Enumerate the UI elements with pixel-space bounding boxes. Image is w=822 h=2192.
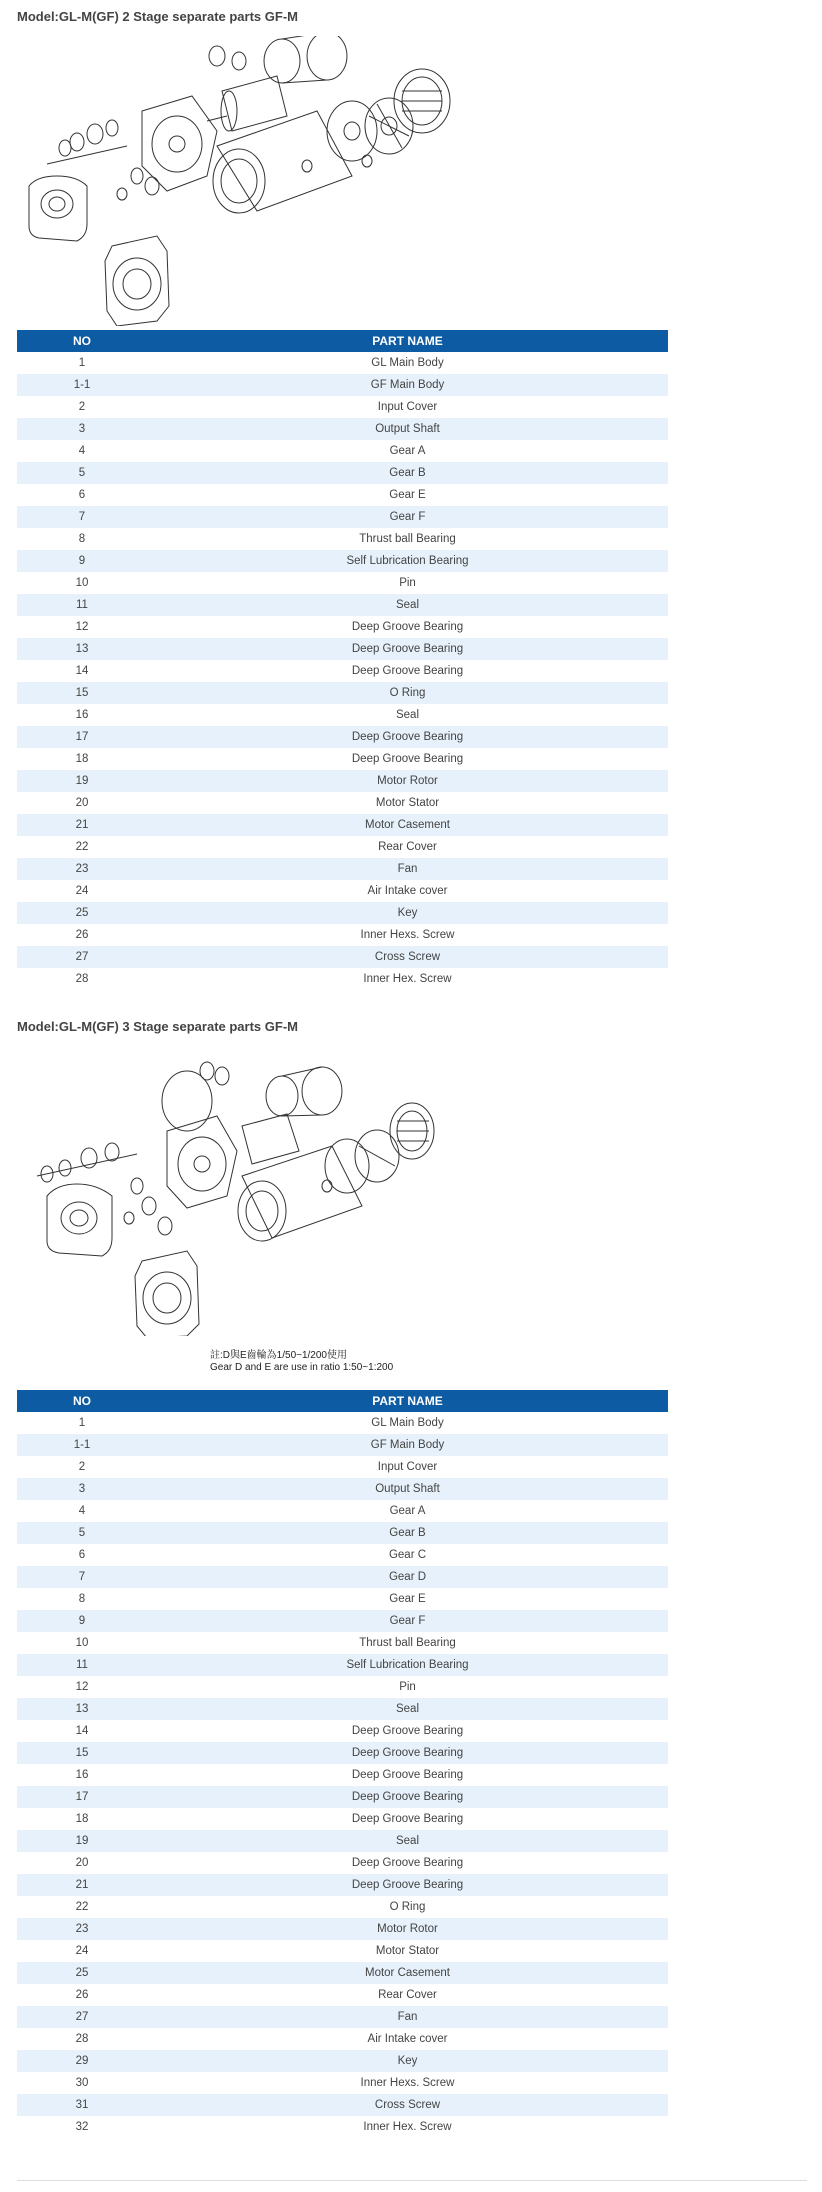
- table-header-row: [17, 1390, 668, 1412]
- table-row: [17, 1588, 668, 1610]
- part-number: 32: [17, 2116, 147, 2138]
- table-row: [17, 572, 668, 594]
- part-name: GL Main Body: [147, 352, 668, 374]
- table-row: [17, 748, 668, 770]
- table-row: [17, 924, 668, 946]
- table-row: [17, 1566, 668, 1588]
- table-row: [17, 638, 668, 660]
- part-number: 27: [17, 946, 147, 968]
- part-number: 15: [17, 1742, 147, 1764]
- part-number: 19: [17, 770, 147, 792]
- table-row: [17, 550, 668, 572]
- table-row: [17, 1478, 668, 1500]
- table-row: [17, 902, 668, 924]
- part-name: Seal: [147, 704, 668, 726]
- part-number: 5: [17, 462, 147, 484]
- part-number: 14: [17, 660, 147, 682]
- part-number: 13: [17, 638, 147, 660]
- part-number: 4: [17, 1500, 147, 1522]
- part-number: 10: [17, 572, 147, 594]
- part-name: GF Main Body: [147, 374, 668, 396]
- table-row: [17, 2094, 668, 2116]
- table-row: [17, 968, 668, 990]
- table-row: [17, 1698, 668, 1720]
- part-name: Gear E: [147, 484, 668, 506]
- part-number: 27: [17, 2006, 147, 2028]
- table-row: [17, 1962, 668, 1984]
- part-number: 8: [17, 1588, 147, 1610]
- part-number: 17: [17, 726, 147, 748]
- part-number: 21: [17, 1874, 147, 1896]
- part-name: Deep Groove Bearing: [147, 1852, 668, 1874]
- part-number: 1-1: [17, 374, 147, 396]
- table-row: [17, 1522, 668, 1544]
- part-name: Pin: [147, 1676, 668, 1698]
- table-row: [17, 1412, 668, 1434]
- part-name: Seal: [147, 1830, 668, 1852]
- table-row: [17, 880, 668, 902]
- part-number: 2: [17, 396, 147, 418]
- table-row: [17, 836, 668, 858]
- part-name: Input Cover: [147, 1456, 668, 1478]
- part-number: 28: [17, 2028, 147, 2050]
- part-number: 17: [17, 1786, 147, 1808]
- part-name: Output Shaft: [147, 1478, 668, 1500]
- part-name: Gear B: [147, 462, 668, 484]
- table-row: [17, 616, 668, 638]
- part-number: 11: [17, 1654, 147, 1676]
- table-row: [17, 440, 668, 462]
- part-name: Motor Stator: [147, 792, 668, 814]
- part-number: 9: [17, 1610, 147, 1632]
- parts-table-3-stage: [17, 1390, 668, 2138]
- table-row: [17, 946, 668, 968]
- part-name: Deep Groove Bearing: [147, 726, 668, 748]
- table-row: [17, 374, 668, 396]
- section2-title: Model:GL-M(GF) 3 Stage separate parts GF-M: [17, 1019, 298, 1034]
- table-row: [17, 1918, 668, 1940]
- note-chinese: 註:D與E齒輪為1/50~1/200使用: [210, 1350, 347, 1361]
- part-number: 23: [17, 1918, 147, 1940]
- part-name: Motor Rotor: [147, 770, 668, 792]
- footer-divider: [17, 2180, 807, 2181]
- part-number: 22: [17, 836, 147, 858]
- part-name: Cross Screw: [147, 2094, 668, 2116]
- table-row: [17, 1808, 668, 1830]
- part-name: GL Main Body: [147, 1412, 668, 1434]
- part-name: Gear D: [147, 1566, 668, 1588]
- part-name: Rear Cover: [147, 836, 668, 858]
- column-header-part-name: PART NAME: [147, 330, 668, 352]
- part-name: Air Intake cover: [147, 880, 668, 902]
- part-name: Input Cover: [147, 396, 668, 418]
- part-number: 28: [17, 968, 147, 990]
- part-name: Pin: [147, 572, 668, 594]
- part-number: 20: [17, 1852, 147, 1874]
- table-row: [17, 1676, 668, 1698]
- part-name: Motor Rotor: [147, 1918, 668, 1940]
- table-row: [17, 1984, 668, 2006]
- part-name: Deep Groove Bearing: [147, 1808, 668, 1830]
- part-name: O Ring: [147, 682, 668, 704]
- table-row: [17, 2116, 668, 2138]
- part-name: Key: [147, 2050, 668, 2072]
- flange-illustration: [105, 236, 169, 326]
- table-row: [17, 660, 668, 682]
- part-number: 20: [17, 792, 147, 814]
- part-number: 19: [17, 1830, 147, 1852]
- table-row: [17, 792, 668, 814]
- part-name: Fan: [147, 2006, 668, 2028]
- part-number: 11: [17, 594, 147, 616]
- table-row: [17, 1654, 668, 1676]
- table-row: [17, 726, 668, 748]
- table-row: [17, 1874, 668, 1896]
- part-name: Inner Hexs. Screw: [147, 924, 668, 946]
- part-number: 4: [17, 440, 147, 462]
- note-english: Gear D and E are use in ratio 1:50~1:200: [210, 1362, 394, 1373]
- part-name: Inner Hex. Screw: [147, 968, 668, 990]
- part-number: 21: [17, 814, 147, 836]
- part-name: Inner Hex. Screw: [147, 2116, 668, 2138]
- part-number: 31: [17, 2094, 147, 2116]
- column-header-no: NO: [17, 330, 147, 352]
- part-name: Fan: [147, 858, 668, 880]
- gear-ratio-note: [210, 1350, 393, 1374]
- table-row: [17, 594, 668, 616]
- table-row: [17, 1456, 668, 1478]
- part-number: 6: [17, 484, 147, 506]
- part-name: Gear B: [147, 1522, 668, 1544]
- table-row: [17, 1830, 668, 1852]
- table-row: [17, 682, 668, 704]
- table-row: [17, 484, 668, 506]
- table-row: [17, 352, 668, 374]
- part-number: 30: [17, 2072, 147, 2094]
- part-number: 7: [17, 1566, 147, 1588]
- table-row: [17, 1764, 668, 1786]
- table-row: [17, 528, 668, 550]
- table-row: [17, 1544, 668, 1566]
- part-number: 3: [17, 418, 147, 440]
- table-row: [17, 1742, 668, 1764]
- part-name: Key: [147, 902, 668, 924]
- table-row: [17, 1500, 668, 1522]
- part-number: 18: [17, 748, 147, 770]
- table-row: [17, 858, 668, 880]
- part-name: Deep Groove Bearing: [147, 1720, 668, 1742]
- part-number: 22: [17, 1896, 147, 1918]
- part-number: 24: [17, 1940, 147, 1962]
- part-name: Deep Groove Bearing: [147, 1786, 668, 1808]
- column-header-no: NO: [17, 1390, 147, 1412]
- part-name: Deep Groove Bearing: [147, 1874, 668, 1896]
- part-number: 7: [17, 506, 147, 528]
- part-number: 29: [17, 2050, 147, 2072]
- part-name: Motor Stator: [147, 1940, 668, 1962]
- table-row: [17, 462, 668, 484]
- part-name: Deep Groove Bearing: [147, 660, 668, 682]
- part-number: 1: [17, 352, 147, 374]
- part-number: 16: [17, 704, 147, 726]
- part-name: Self Lubrication Bearing: [147, 1654, 668, 1676]
- part-number: 25: [17, 902, 147, 924]
- part-number: 12: [17, 616, 147, 638]
- part-name: Motor Casement: [147, 1962, 668, 1984]
- part-number: 10: [17, 1632, 147, 1654]
- part-number: 3: [17, 1478, 147, 1500]
- part-name: Rear Cover: [147, 1984, 668, 2006]
- part-number: 14: [17, 1720, 147, 1742]
- table-row: [17, 506, 668, 528]
- table-row: [17, 1786, 668, 1808]
- part-name: Seal: [147, 594, 668, 616]
- part-number: 23: [17, 858, 147, 880]
- part-number: 1: [17, 1412, 147, 1434]
- part-name: Self Lubrication Bearing: [147, 550, 668, 572]
- section1-title: Model:GL-M(GF) 2 Stage separate parts GF-M: [17, 9, 298, 24]
- part-name: Deep Groove Bearing: [147, 616, 668, 638]
- table-row: [17, 1896, 668, 1918]
- table-row: [17, 418, 668, 440]
- part-number: 9: [17, 550, 147, 572]
- table-row: [17, 704, 668, 726]
- part-number: 6: [17, 1544, 147, 1566]
- part-name: Gear C: [147, 1544, 668, 1566]
- part-name: Inner Hexs. Screw: [147, 2072, 668, 2094]
- part-name: Gear F: [147, 1610, 668, 1632]
- table-row: [17, 1940, 668, 1962]
- part-number: 8: [17, 528, 147, 550]
- table-header-row: [17, 330, 668, 352]
- exploded-view-3-stage-diagram: [17, 1046, 437, 1336]
- part-number: 5: [17, 1522, 147, 1544]
- part-number: 16: [17, 1764, 147, 1786]
- part-name: Thrust ball Bearing: [147, 528, 668, 550]
- gearbox-body-illustration: [29, 176, 87, 241]
- part-number: 26: [17, 1984, 147, 2006]
- part-name: Gear E: [147, 1588, 668, 1610]
- part-name: Seal: [147, 1698, 668, 1720]
- part-number: 26: [17, 924, 147, 946]
- part-number: 1-1: [17, 1434, 147, 1456]
- exploded-view-2-stage-diagram: [17, 36, 457, 326]
- table-row: [17, 2072, 668, 2094]
- part-number: 18: [17, 1808, 147, 1830]
- part-name: Gear F: [147, 506, 668, 528]
- table-row: [17, 814, 668, 836]
- table-row: [17, 1434, 668, 1456]
- part-name: Gear A: [147, 440, 668, 462]
- table-row: [17, 1852, 668, 1874]
- part-name: Gear A: [147, 1500, 668, 1522]
- part-number: 13: [17, 1698, 147, 1720]
- part-name: Thrust ball Bearing: [147, 1632, 668, 1654]
- part-number: 24: [17, 880, 147, 902]
- table-row: [17, 396, 668, 418]
- part-number: 2: [17, 1456, 147, 1478]
- part-name: Air Intake cover: [147, 2028, 668, 2050]
- table-row: [17, 1610, 668, 1632]
- part-number: 25: [17, 1962, 147, 1984]
- parts-table-2-stage: [17, 330, 668, 990]
- part-number: 15: [17, 682, 147, 704]
- table-row: [17, 1720, 668, 1742]
- table-row: [17, 2050, 668, 2072]
- part-name: Deep Groove Bearing: [147, 748, 668, 770]
- table-row: [17, 2028, 668, 2050]
- table-row: [17, 770, 668, 792]
- column-header-part-name: PART NAME: [147, 1390, 668, 1412]
- part-number: 12: [17, 1676, 147, 1698]
- part-name: O Ring: [147, 1896, 668, 1918]
- part-name: Motor Casement: [147, 814, 668, 836]
- table-row: [17, 2006, 668, 2028]
- part-name: GF Main Body: [147, 1434, 668, 1456]
- part-name: Cross Screw: [147, 946, 668, 968]
- part-name: Deep Groove Bearing: [147, 638, 668, 660]
- table-row: [17, 1632, 668, 1654]
- part-name: Output Shaft: [147, 418, 668, 440]
- part-name: Deep Groove Bearing: [147, 1742, 668, 1764]
- part-name: Deep Groove Bearing: [147, 1764, 668, 1786]
